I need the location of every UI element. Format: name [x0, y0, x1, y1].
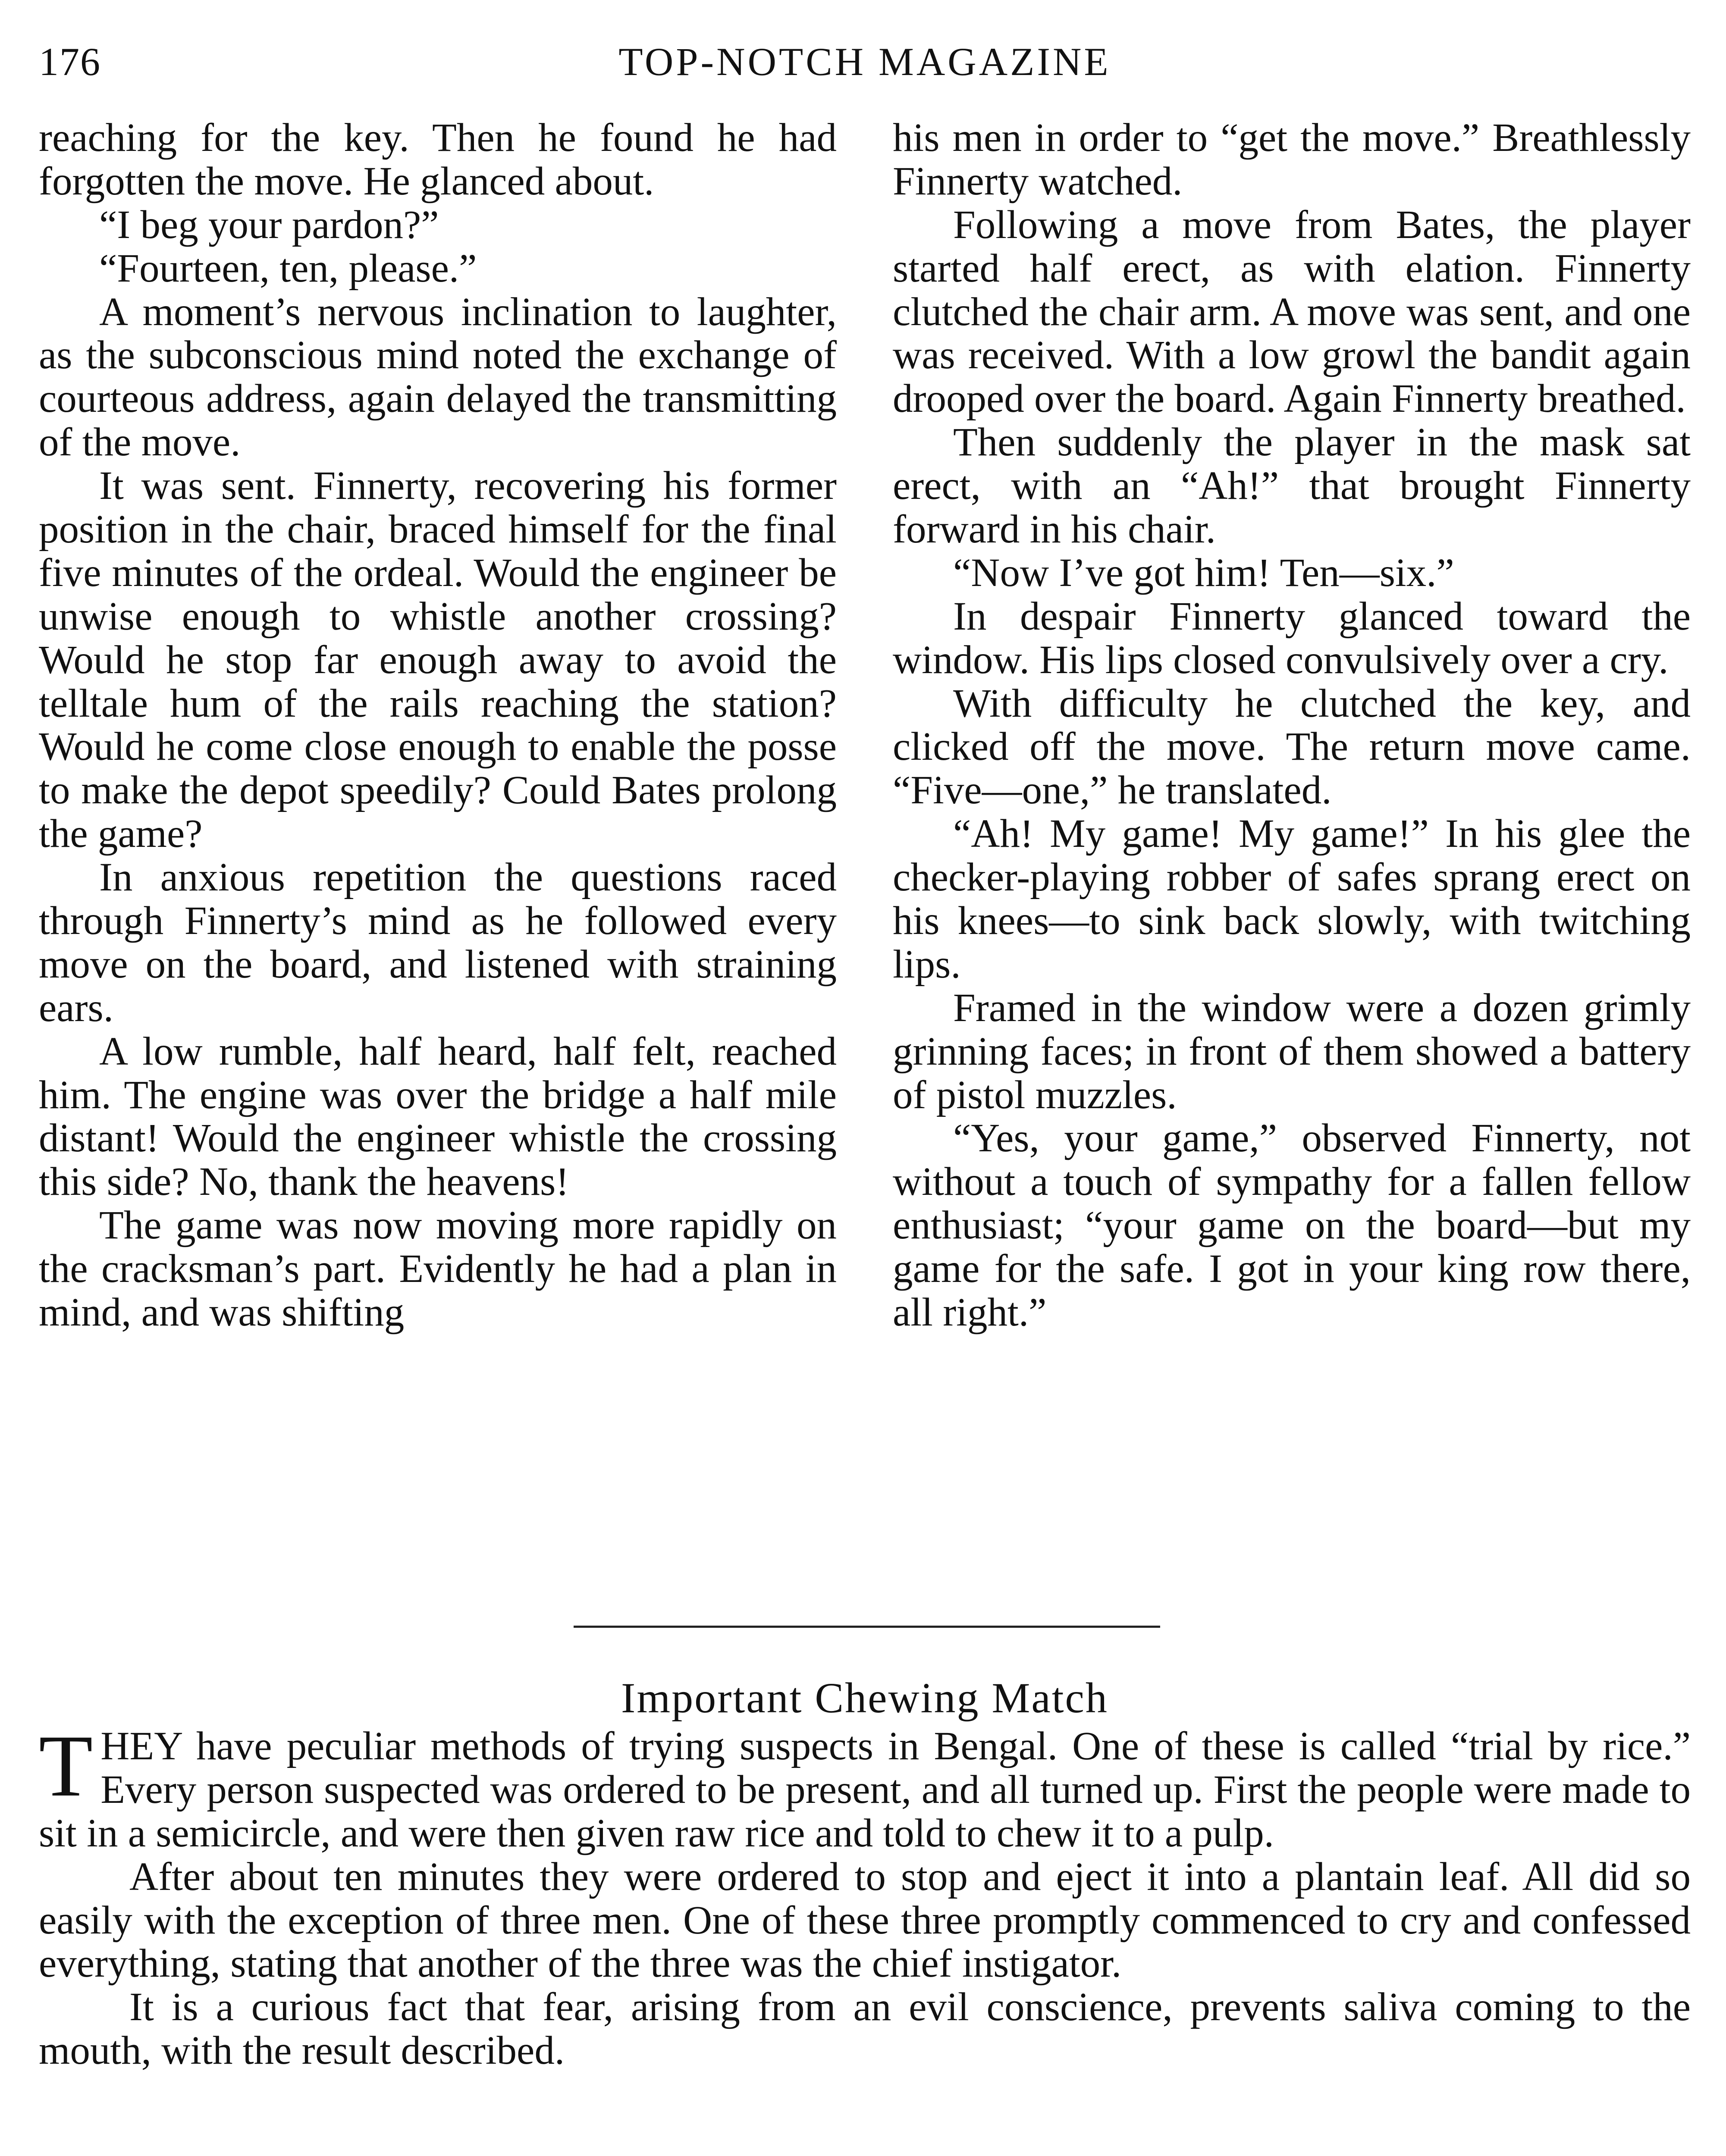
story-paragraph: “Fourteen, ten, please.”: [99, 246, 477, 291]
story-paragraph: A low rumble, half heard, half felt, reached him. The engine was over the bridge a half mile distant! Would the engineer whistle the crossing this side? No, thank the heavens!: [39, 1029, 837, 1204]
story-paragraph: “I beg your pardon?”: [99, 202, 439, 247]
article-first-paragraph: [39, 1717, 1691, 1855]
article-body: [39, 1717, 1691, 2073]
story-paragraph: In anxious repetition the questions raced through Finnerty’s mind as he followed every move on the board, and listened with straining ears.: [39, 855, 837, 1030]
story-paragraph: In despair Finnerty glanced toward the window. His lips closed convulsively over a cry.: [893, 594, 1691, 682]
article-title: Important Chewing Match: [621, 1674, 1108, 1722]
page-header: [39, 34, 1691, 91]
section-divider: [574, 1626, 1160, 1628]
story-paragraph: reaching for the key. Then he found he had forgotten the move. He glanced about.: [39, 116, 837, 204]
running-title: TOP-NOTCH MAGAZINE: [618, 40, 1111, 84]
right-column: [893, 116, 1691, 1604]
story-paragraph: With difficulty he clutched the key, and clicked off the move. The return move came. “Five—one,” he translated.: [893, 681, 1691, 813]
story-paragraph: A moment’s nervous inclination to laughter, as the subconscious mind noted the exchange of courteous address, again delayed the transmitting of the move.: [39, 289, 837, 465]
story-paragraph: It was sent. Finnerty, recovering his former position in the chair, braced himself for the final five minutes of the ordeal. Would the engineer be unwise enough to whistle another crossing? Would he stop far enough away to avoid the telltale hum of the rails reaching the station? Would he come close enough to enable the posse to make the depot speedily? Could Bates prolong the game?: [39, 464, 837, 856]
story-paragraph: “Yes, your game,” observed Finnerty, not without a touch of sympathy for a fallen fellow enthusiast; “your game on the board—but my game for the safe. I got in your king row there, all right.”: [893, 1116, 1691, 1335]
article-paragraph: It is a curious fact that fear, arising from an evil conscience, prevents saliva coming to the mouth, with the result described.: [39, 1985, 1691, 2073]
story-paragraph: Following a move from Bates, the player started half erect, as with elation. Finnerty clutched the chair arm. A move was sent, and one was received. With a low growl the bandit again drooped over the board. Again Finnerty breathed.: [893, 202, 1691, 421]
article-paragraph: After about ten minutes they were ordered to stop and eject it into a plantain leaf. All did so easily with the exception of three men. One of these three promptly commenced to cry and confessed everything, stating that another of the three was the chief instigator.: [39, 1854, 1691, 1986]
magazine-page: [39, 34, 1691, 2156]
story-paragraph: his men in order to “get the move.” Breathlessly Finnerty watched.: [893, 116, 1691, 204]
story-paragraph: “Ah! My game! My game!” In his glee the checker-playing robber of safes sprang erect on his knees—to sink back slowly, with twitching lips.: [893, 812, 1691, 987]
story-paragraph: Framed in the window were a dozen grimly grinning faces; in front of them showed a battery of pistol muzzles.: [893, 985, 1691, 1117]
story-columns: [39, 116, 1691, 1604]
first-paragraph-text: HEY have peculiar methods of trying suspects in Bengal. One of these is called “trial by rice.” Every person suspected was ordered to be present, and all turned up. First the people were made to sit in a semicircle, and were then given raw rice and told to chew it to a pulp.: [39, 1724, 1691, 1855]
story-paragraph: “Now I’ve got him! Ten—six.”: [953, 550, 1454, 595]
story-paragraph: Then suddenly the player in the mask sat erect, with an “Ah!” that brought Finnerty forward in his chair.: [893, 420, 1691, 552]
story-paragraph: The game was now moving more rapidly on the cracksman’s part. Evidently he had a plan in mind, and was shifting: [39, 1203, 837, 1335]
drop-cap: T: [39, 1717, 93, 1815]
left-column: [39, 116, 837, 1604]
page-number: 176: [39, 40, 101, 84]
